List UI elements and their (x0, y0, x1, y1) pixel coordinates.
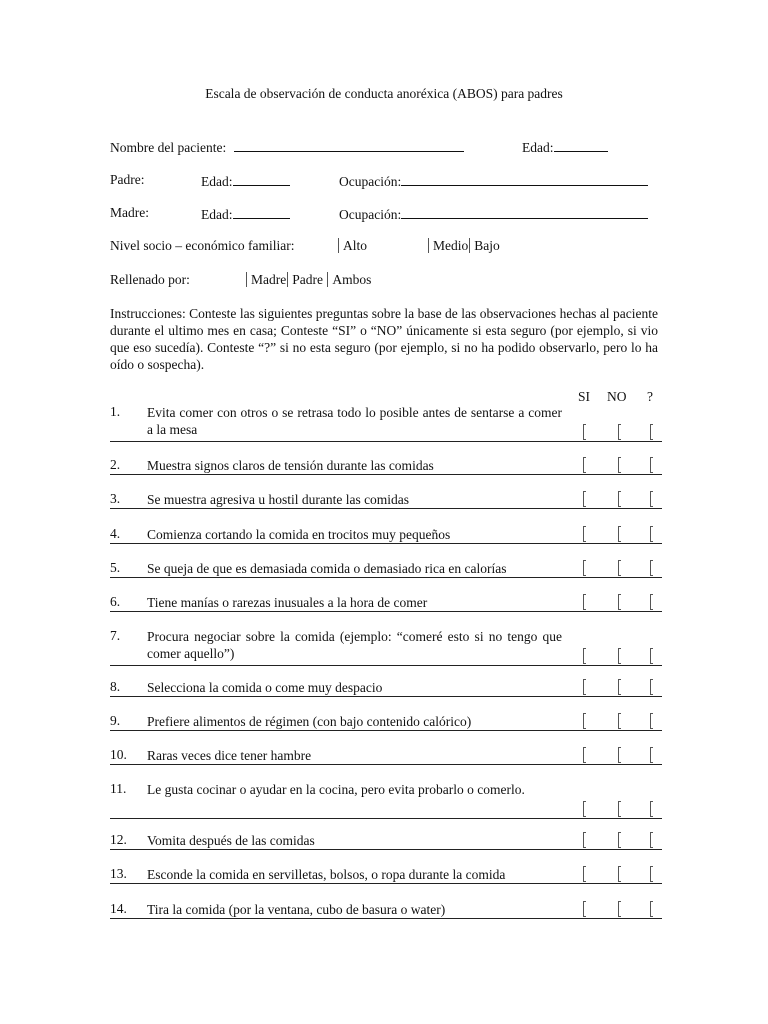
answer-unsure-checkbox[interactable] (647, 526, 657, 542)
father-age-row (201, 172, 290, 190)
patient-name-label: Nombre del paciente: (110, 140, 227, 155)
filled-by-label: Rellenado por: (110, 272, 190, 287)
answer-unsure-checkbox[interactable] (647, 901, 657, 917)
option-bajo-label: Bajo (474, 238, 500, 253)
father-occupation-field[interactable] (401, 172, 648, 186)
answer-unsure-checkbox[interactable] (647, 594, 657, 610)
answer-no-checkbox[interactable] (615, 526, 625, 542)
answer-si-checkbox[interactable] (580, 901, 590, 917)
checkbox-alto[interactable] (338, 238, 341, 253)
answer-unsure-checkbox[interactable] (647, 866, 657, 882)
answer-unsure-checkbox[interactable] (647, 560, 657, 576)
answer-si-checkbox[interactable] (580, 594, 590, 610)
question-text: Se muestra agresiva u hostil durante las comidas (147, 492, 410, 507)
question-number: 10. (110, 747, 127, 762)
answer-no-checkbox[interactable] (615, 457, 625, 473)
question-text: Tira la comida (por la ventana, cubo de basura o water) (147, 902, 446, 917)
patient-age-label: Edad: (522, 140, 554, 155)
question-text: Raras veces dice tener hambre (147, 748, 312, 763)
patient-name-field[interactable] (234, 138, 464, 152)
mother-age-field[interactable] (233, 205, 290, 219)
question-row (110, 628, 662, 666)
question-text: Prefiere alimentos de régimen (con bajo contenido calórico) (147, 714, 472, 729)
question-text: Le gusta cocinar o ayudar en la cocina, pero evita probarlo o comerlo. (147, 782, 525, 797)
answer-si-checkbox[interactable] (580, 526, 590, 542)
mother-occupation-label: Ocupación: (339, 207, 402, 222)
checkbox-padre[interactable] (287, 272, 290, 287)
socioeconomic-label: Nivel socio – económico familiar: (110, 238, 295, 253)
answer-si-checkbox[interactable] (580, 801, 590, 817)
option-madre-label: Madre (251, 272, 287, 287)
answer-no-checkbox[interactable] (615, 901, 625, 917)
answer-si-checkbox[interactable] (580, 679, 590, 695)
answer-no-checkbox[interactable] (615, 648, 625, 664)
question-row (110, 747, 662, 765)
answer-no-checkbox[interactable] (615, 832, 625, 848)
question-row (110, 781, 662, 819)
checkbox-medio[interactable] (428, 238, 431, 253)
father-occupation-label: Ocupación: (339, 174, 402, 189)
answer-unsure-checkbox[interactable] (647, 832, 657, 848)
answer-unsure-checkbox[interactable] (647, 648, 657, 664)
question-row (110, 713, 662, 731)
answer-no-checkbox[interactable] (615, 424, 625, 440)
question-row (110, 594, 662, 612)
question-text: Tiene manías o rarezas inusuales a la hora de comer (147, 595, 428, 610)
question-number: 8. (110, 679, 121, 694)
answer-no-checkbox[interactable] (615, 801, 625, 817)
mother-occupation-field[interactable] (401, 205, 648, 219)
answer-no-checkbox[interactable] (615, 866, 625, 882)
question-number: 7. (110, 628, 121, 643)
patient-age-field[interactable] (554, 138, 608, 152)
answer-no-checkbox[interactable] (615, 560, 625, 576)
answer-unsure-checkbox[interactable] (647, 491, 657, 507)
answer-si-checkbox[interactable] (580, 747, 590, 763)
question-row (110, 457, 662, 475)
question-row (110, 491, 662, 509)
mother-occupation-row (339, 205, 648, 223)
option-medio-bajo (428, 238, 500, 254)
question-number: 11. (110, 781, 127, 796)
question-row (110, 679, 662, 697)
question-number: 4. (110, 526, 121, 541)
filled-by-options (246, 272, 371, 288)
question-number: 12. (110, 832, 127, 847)
question-text: Esconde la comida en servilletas, bolsos, o ropa durante la comida (147, 867, 506, 882)
answer-no-checkbox[interactable] (615, 747, 625, 763)
checkbox-ambos[interactable] (327, 272, 330, 287)
checkbox-bajo[interactable] (469, 238, 472, 253)
father-age-label: Edad: (201, 174, 233, 189)
father-label: Padre: (110, 172, 145, 187)
question-number: 9. (110, 713, 121, 728)
question-number: 1. (110, 404, 121, 419)
question-row (110, 526, 662, 544)
mother-age-row (201, 205, 290, 223)
answer-unsure-checkbox[interactable] (647, 679, 657, 695)
answer-unsure-checkbox[interactable] (647, 457, 657, 473)
answer-si-checkbox[interactable] (580, 648, 590, 664)
answer-si-checkbox[interactable] (580, 866, 590, 882)
question-number: 6. (110, 594, 121, 609)
option-ambos-label: Ambos (332, 272, 372, 287)
question-number: 2. (110, 457, 121, 472)
mother-label: Madre: (110, 205, 149, 220)
answer-no-checkbox[interactable] (615, 679, 625, 695)
answer-si-checkbox[interactable] (580, 832, 590, 848)
mother-age-label: Edad: (201, 207, 233, 222)
question-text: Vomita después de las comidas (147, 833, 315, 848)
question-text: Procura negociar sobre la comida (ejemplo: “comeré esto si no tengo que comer aquello”) (147, 629, 562, 661)
column-header-unsure: ? (647, 389, 653, 404)
answer-si-checkbox[interactable] (580, 491, 590, 507)
father-age-field[interactable] (233, 172, 290, 186)
answer-unsure-checkbox[interactable] (647, 713, 657, 729)
answer-no-checkbox[interactable] (615, 594, 625, 610)
question-number: 3. (110, 491, 121, 506)
column-header-no: NO (607, 389, 627, 404)
question-row (110, 404, 662, 442)
question-text: Evita comer con otros o se retrasa todo lo posible antes de sentarse a comer a la mesa (147, 405, 562, 437)
question-row (110, 560, 662, 578)
option-alto[interactable] (338, 238, 367, 254)
question-text: Muestra signos claros de tensión durante las comidas (147, 458, 434, 473)
answer-si-checkbox[interactable] (580, 457, 590, 473)
question-number: 13. (110, 866, 127, 881)
answer-no-checkbox[interactable] (615, 713, 625, 729)
question-row (110, 901, 662, 919)
answer-si-checkbox[interactable] (580, 713, 590, 729)
patient-row (110, 138, 464, 156)
question-number: 14. (110, 901, 127, 916)
option-medio-label: Medio (433, 238, 469, 253)
answer-unsure-checkbox[interactable] (647, 424, 657, 440)
question-row (110, 866, 662, 884)
checkbox-madre[interactable] (246, 272, 249, 287)
question-number: 5. (110, 560, 121, 575)
instructions-text: Instrucciones: Conteste las siguientes preguntas sobre la base de las observaciones hechas al paciente durante el ultimo mes en casa; Conteste “SI” o “NO” únicamente si esta seguro (por ejemplo, si vio que eso sucedía). Conteste “?” si no esta seguro (por ejemplo, si no ha podido observarlo, pero lo ha oído o sospecha). (110, 306, 658, 372)
question-text: Se queja de que es demasiada comida o demasiado rica en calorías (147, 561, 507, 576)
answer-unsure-checkbox[interactable] (647, 747, 657, 763)
father-occupation-row (339, 172, 648, 190)
column-header-si: SI (578, 389, 591, 404)
option-padre-label: Padre (292, 272, 323, 287)
page-title: Escala de observación de conducta anoréxica (ABOS) para padres (205, 86, 563, 101)
answer-si-checkbox[interactable] (580, 560, 590, 576)
question-row (110, 832, 662, 850)
option-alto-label: Alto (343, 238, 368, 253)
answer-si-checkbox[interactable] (580, 424, 590, 440)
question-text: Selecciona la comida o come muy despacio (147, 680, 383, 695)
answer-unsure-checkbox[interactable] (647, 801, 657, 817)
question-text: Comienza cortando la comida en trocitos muy pequeños (147, 527, 451, 542)
answer-no-checkbox[interactable] (615, 491, 625, 507)
patient-age-row (522, 138, 608, 156)
